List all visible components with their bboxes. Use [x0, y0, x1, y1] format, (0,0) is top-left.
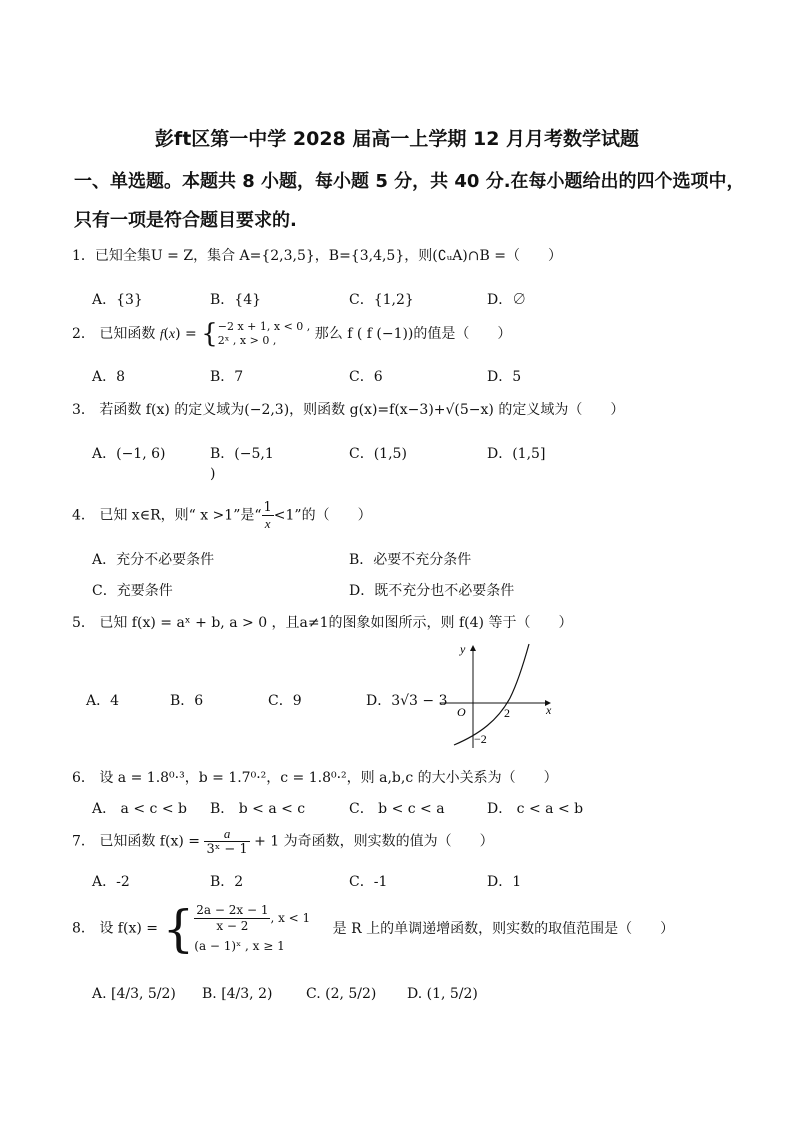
- question-6-stem: 6． 设 a = 1.8⁰·³，b = 1.7⁰·²，c = 1.8⁰·²，则 a,b,c 的大小关系为（ ）: [72, 770, 558, 786]
- question-7-stem-suffix: + 1 为奇函数，则实数的值为（ ）: [254, 833, 494, 850]
- question-1-option-b: B．{4}: [210, 292, 262, 308]
- question-2-piece-1: −2 x + 1, x < 0 ,: [217, 320, 311, 333]
- question-8-piece-1: [194, 903, 310, 934]
- question-7-option-a: A．-2: [92, 874, 130, 890]
- question-1-option-d: D．∅: [487, 292, 527, 308]
- question-6-option-a: A． a < c < b: [92, 801, 187, 817]
- exponential-graph: [440, 640, 560, 750]
- graph-y-label: y: [460, 642, 466, 656]
- fraction-denominator: 3ˣ − 1: [206, 842, 248, 857]
- question-6-option-d: D． c < a < b: [487, 801, 584, 817]
- question-8-piecewise: [194, 903, 310, 954]
- piecewise-brace: {: [201, 319, 218, 349]
- question-8-stem-prefix: 8． 设 f(x) =: [72, 920, 158, 937]
- question-3-option-a: A．(−1, 6): [92, 446, 166, 462]
- fraction-numerator: a: [204, 826, 249, 842]
- question-2-stem-prefix: 2． 已知函数: [72, 326, 156, 342]
- question-4-stem: [72, 500, 372, 531]
- question-8-stem: [72, 899, 675, 958]
- piecewise-brace: {: [162, 899, 195, 958]
- question-8-option-a: A. [4/3, 5/2): [92, 986, 176, 1002]
- question-4-option-a: A．充分不必要条件: [92, 552, 215, 568]
- question-2-option-d: D．5: [487, 369, 522, 385]
- question-8-stem-suffix: 是 R 上的单调递增函数，则实数的取值范围是（ ）: [332, 920, 675, 937]
- question-4-stem-prefix: 4． 已知 x∈R，则“ x >1”是“: [72, 507, 262, 524]
- section-heading-line2: 只有一项是符合题目要求的.: [74, 210, 297, 231]
- graph-x-tick-label: 2: [504, 706, 510, 720]
- question-6-option-c: C． b < c < a: [349, 801, 445, 817]
- question-3-option-b: B．(−5,1: [210, 446, 274, 462]
- graph-origin-label: O: [457, 705, 466, 719]
- question-4-option-b: B．必要不充分条件: [349, 552, 472, 568]
- question-3-option-b-wrap: ): [210, 466, 216, 482]
- question-2-piece-2: 2ˣ , x > 0 ,: [217, 334, 277, 347]
- function-curve: [454, 644, 529, 745]
- question-4-fraction: [262, 500, 274, 531]
- question-5-stem: 5． 已知 f(x) = aˣ + b, a > 0 ，且a≠1的图象如图所示，则 f(4) 等于（ ）: [72, 615, 573, 631]
- question-7-option-b: B．2: [210, 874, 244, 890]
- fraction-numerator: 2a − 2x − 1: [196, 903, 269, 917]
- question-8-piece-1-condition: , x < 1: [270, 911, 311, 925]
- question-2-option-c: C．6: [349, 369, 383, 385]
- question-3-option-c: C．(1,5): [349, 446, 407, 462]
- fraction-numerator: 1: [263, 500, 272, 515]
- question-5-option-d: D．3√3 − 3: [366, 693, 448, 709]
- question-8-option-d: D. (1, 5/2): [407, 986, 478, 1002]
- question-7-option-c: C．-1: [349, 874, 388, 890]
- question-8-option-c: C. (2, 5/2): [306, 986, 377, 1002]
- fraction-denominator: x: [264, 516, 271, 531]
- section-heading-line1: 一、单选题。本题共 8 小题，每小题 5 分，共 40 分.在每小题给出的四个选项中，: [74, 171, 745, 192]
- question-7-fraction: [204, 826, 249, 857]
- question-5-option-a: A．4: [86, 693, 120, 709]
- question-8-piece-2: (a − 1)ˣ , x ≥ 1: [194, 939, 285, 953]
- graph-x-label: x: [546, 703, 552, 717]
- question-7-option-d: D．1: [487, 874, 522, 890]
- question-4-option-c: C．充要条件: [92, 583, 173, 599]
- question-4-option-d: D．既不充分也不必要条件: [349, 583, 515, 599]
- question-2-stem: 2． 已知函数 f(x) = { −2 x + 1, x < 0 , 2ˣ , x > 0 , 那么 f ( f (−1))的值是（ ）: [72, 319, 512, 349]
- question-7-stem-prefix: 7． 已知函数 f(x) =: [72, 833, 200, 850]
- question-3-stem: 3． 若函数 f(x) 的定义域为(−2,3)，则函数 g(x)=f(x−3)+√(5−x) 的定义域为（ ）: [72, 402, 625, 418]
- question-5-option-b: B．6: [170, 693, 204, 709]
- question-8-option-b: B. [4/3, 2): [202, 986, 273, 1002]
- question-8-piece-1-fraction: [194, 903, 270, 934]
- question-1-option-c: C．{1,2}: [349, 292, 414, 308]
- question-4-stem-suffix: <1”的（ ）: [273, 507, 372, 524]
- question-7-stem: [72, 826, 494, 857]
- fraction-denominator: x − 2: [216, 919, 249, 933]
- question-2-option-a: A．8: [92, 369, 126, 385]
- question-2-option-b: B．7: [210, 369, 244, 385]
- question-2-stem-suffix: 那么 f ( f (−1))的值是（ ）: [314, 326, 512, 342]
- question-6-option-b: B． b < a < c: [210, 801, 306, 817]
- question-3-option-d: D．(1,5]: [487, 446, 546, 462]
- question-5-option-c: C．9: [268, 693, 302, 709]
- graph-y-tick-label: −2: [474, 732, 487, 746]
- exam-title: 彭ft区第一中学 2028 届高一上学期 12 月月考数学试题: [154, 128, 640, 150]
- question-1-stem: 1．已知全集U = Z，集合 A={2,3,5}，B={3,4,5}，则(∁ᵤA)∩B =（ ）: [72, 248, 562, 264]
- question-2-piecewise: [218, 320, 311, 348]
- question-1-option-a: A．{3}: [92, 292, 143, 308]
